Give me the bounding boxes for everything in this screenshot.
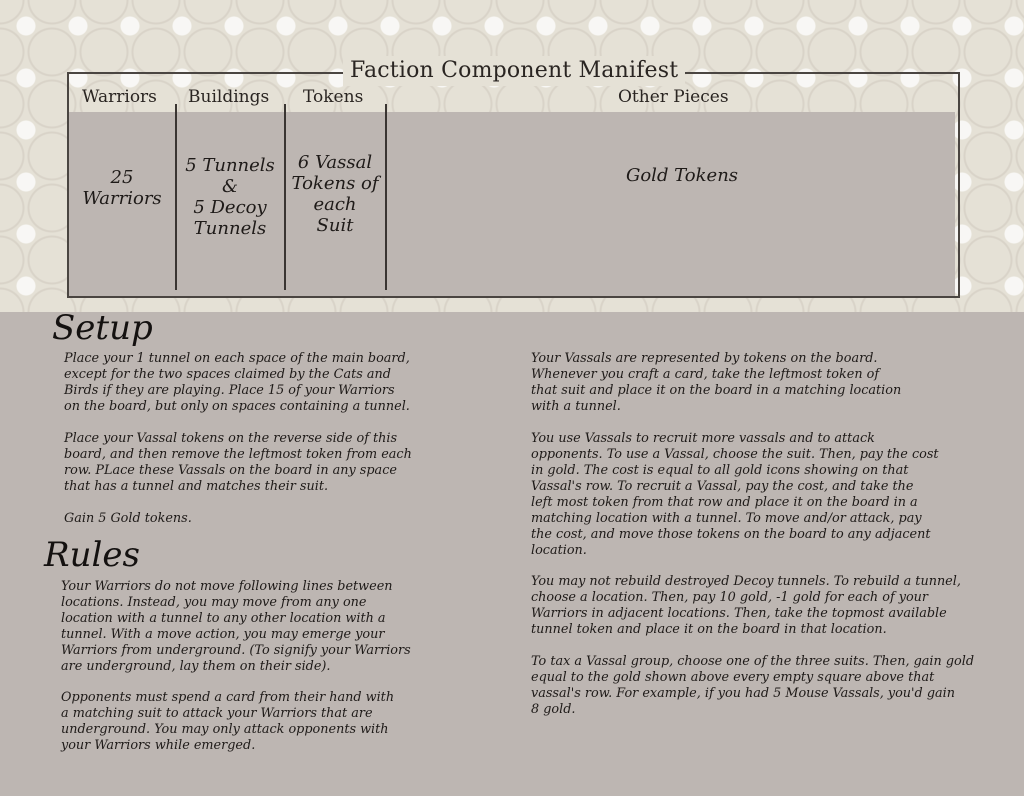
- manifest-title: Faction Component Manifest: [343, 56, 685, 86]
- rules-heading: Rules: [44, 535, 140, 575]
- cell-tokens-value: 6 Vassal Tokens of each Suit: [291, 152, 379, 236]
- rules-paragraph-1: Your Warriors do not move following lines between locations. Instead, you may move from any one location with a tunnel to any other location with a tunnel. With a move action, you may emerge your Warriors from underground. (To signify your Warriors are underground, lay them on their side).: [61, 579, 411, 674]
- column-divider-1: [175, 104, 177, 290]
- column-header-buildings: Buildings: [188, 87, 270, 107]
- column-divider-2: [284, 104, 286, 290]
- rebuild-tunnel-paragraph: You may not rebuild destroyed Decoy tunnels. To rebuild a tunnel, choose a location. Then, pay 10 gold, -1 gold for each of your Warriors in adjacent locations. Then, take the topmost available tunnel token and place it on the board in that location.: [531, 574, 961, 637]
- column-divider-3: [385, 104, 387, 290]
- vassals-use-paragraph: You use Vassals to recruit more vassals and to attack opponents. To use a Vassal, choose the suit. Then, pay the cost in gold. The cost is equal to all gold icons showing on that Vassal's row. To recruit a Vassal, pay the cost, and take the left most token from that row and place it on the board in a matching location with a tunnel. To move and/or attack, pay the cost, and move those tokens on the board to any adjacent location.: [531, 431, 939, 558]
- setup-paragraph-1: Place your 1 tunnel on each space of the main board, except for the two spaces claimed by the Cats and Birds if they are playing. Place 15 of your Warriors on the board, but only on spaces containing a tunnel.: [64, 351, 410, 414]
- setup-paragraph-3: Gain 5 Gold tokens.: [64, 511, 192, 526]
- setup-paragraph-2: Place your Vassal tokens on the reverse side of this board, and then remove the leftmost token from each row. PLace these Vassals on the board in any space that has a tunnel and matches their suit.: [64, 431, 412, 494]
- cell-other-pieces-value: Gold Tokens: [625, 165, 739, 186]
- rules-paragraph-2: Opponents must spend a card from their hand with a matching suit to attack your Warriors that are underground. You may only attack opponents with your Warriors while emerged.: [61, 690, 395, 753]
- cell-warriors-value: 25 Warriors: [82, 167, 162, 209]
- column-header-other-pieces: Other Pieces: [618, 87, 729, 107]
- tax-vassal-paragraph: To tax a Vassal group, choose one of the three suits. Then, gain gold equal to the gold shown above every empty square above that vassal's row. For example, if you had 5 Mouse Vassals, you'd gain 8 gold.: [531, 654, 975, 717]
- column-header-warriors: Warriors: [82, 87, 157, 107]
- cell-buildings-value: 5 Tunnels & 5 Decoy Tunnels: [185, 155, 275, 239]
- vassals-paragraph: Your Vassals are represented by tokens on the board. Whenever you craft a card, take the leftmost token of that suit and place it on the board in a matching location with a tunnel.: [531, 351, 902, 414]
- setup-heading: Setup: [52, 308, 153, 348]
- column-header-tokens: Tokens: [303, 87, 364, 107]
